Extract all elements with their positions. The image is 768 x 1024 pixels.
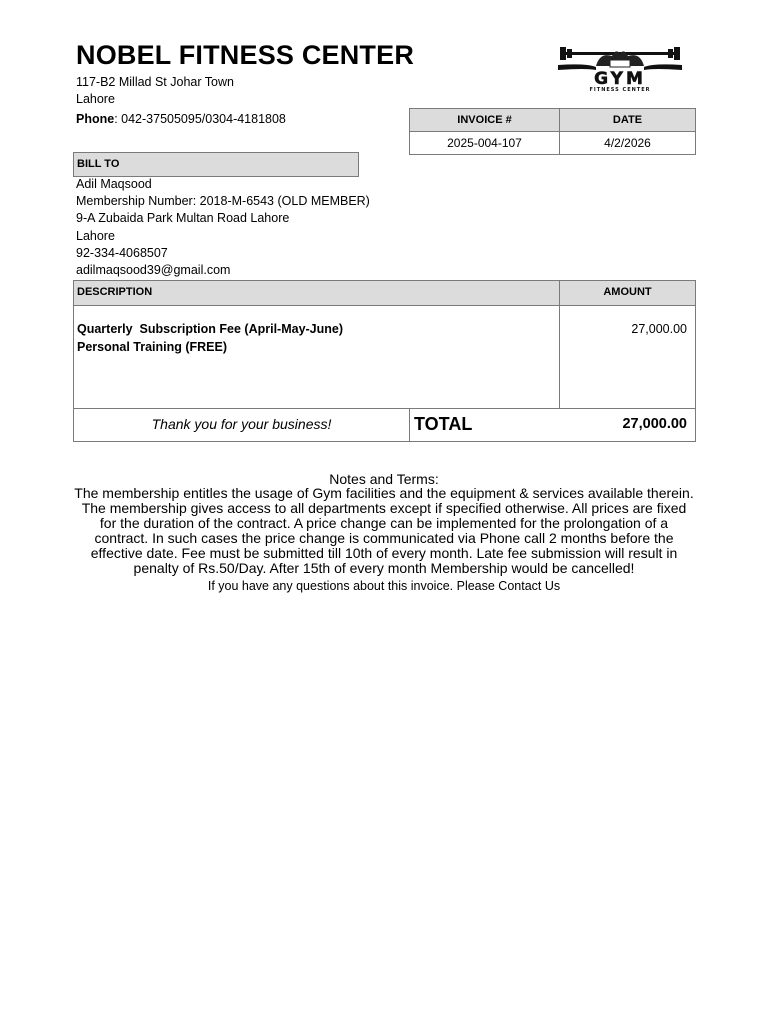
invoice-number: 2025-004-107 — [410, 132, 560, 155]
thank-you-note: Thank you for your business! — [151, 416, 332, 432]
invoice-number-header: INVOICE # — [410, 109, 560, 132]
bill-to-name: Adil Maqsood — [76, 177, 152, 191]
column-divider — [559, 281, 560, 409]
gym-logo — [556, 44, 684, 92]
total-label: TOTAL — [414, 414, 473, 434]
total-value: 27,000.00 — [622, 416, 687, 432]
company-address-line1: 117-B2 Millad St Johar Town — [76, 75, 234, 89]
bill-to-email: adilmaqsood39@gmail.com — [76, 263, 231, 277]
contact-note: If you have any questions about this invoice. Please Contact Us — [207, 579, 561, 593]
phone-value: : 042-37505095/0304-4181808 — [114, 112, 286, 126]
phone-label: Phone — [76, 112, 115, 126]
bill-to-address: 9-A Zubaida Park Multan Road Lahore — [76, 211, 290, 225]
total-row-divider — [74, 408, 695, 409]
notes-title: Notes and Terms: — [329, 471, 439, 487]
description-header: DESCRIPTION — [77, 286, 153, 298]
logo-text: GYM — [594, 69, 646, 89]
invoice-meta-table — [409, 108, 696, 155]
item-amount-1: 27,000.00 — [631, 322, 687, 336]
company-address-line2: Lahore — [76, 92, 115, 106]
company-phone — [76, 111, 286, 128]
invoice-date: 4/2/2026 — [560, 132, 696, 155]
invoice-date-header: DATE — [560, 109, 696, 132]
item-description-2: Personal Training (FREE) — [77, 340, 228, 354]
company-name: NOBEL FITNESS CENTER — [76, 40, 415, 70]
item-description-1: Quarterly Subscription Fee (April-May-June) — [77, 322, 344, 336]
amount-header: AMOUNT — [603, 286, 652, 298]
bill-to-phone: 92-334-4068507 — [76, 246, 168, 260]
bill-to-city: Lahore — [76, 229, 115, 243]
bill-to-header: BILL TO — [73, 152, 359, 177]
items-table — [73, 280, 696, 442]
notes-body: The membership entitles the usage of Gym facilities and the equipment & services available therein. The membership gives access to all departments except if specified otherwise. All prices are fixed for the duration of the contract. A price change can be implemented for the prolongation of a contract. In such cases the price change is communicated via Phone call 2 months before the effective date. Fee must be submitted till 10th of every month. Late fee submission will result in penalty of Rs.50/Day. After 15th of every month Membership would be cancelled! — [74, 485, 694, 576]
total-column-divider — [409, 408, 410, 442]
logo-subtext: FITNESS CENTER — [589, 87, 651, 92]
bill-to-membership: Membership Number: 2018-M-6543 (OLD MEMBER) — [76, 194, 370, 208]
